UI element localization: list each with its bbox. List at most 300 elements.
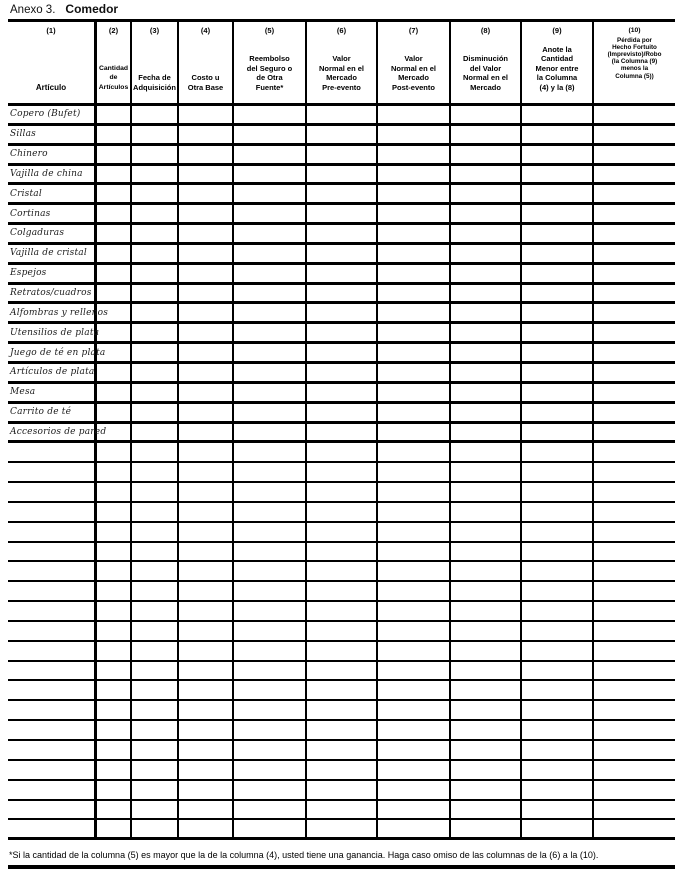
entry-cell [179, 324, 234, 341]
item-label: Copero (Bufet) [10, 109, 81, 120]
entry-cell [132, 681, 179, 699]
entry-cell [234, 185, 307, 202]
entry-cell [179, 503, 234, 521]
blank-row [8, 503, 675, 523]
entry-cell [234, 741, 307, 759]
entry-cell [234, 681, 307, 699]
entry-cell [307, 483, 378, 501]
item-row [8, 245, 675, 265]
entry-cell [594, 662, 675, 680]
entry-cell [594, 443, 675, 461]
item-row [8, 344, 675, 364]
entry-cell [234, 424, 307, 441]
item-cell [8, 602, 97, 620]
column-label-line: Fecha de [138, 73, 171, 82]
entry-cell [522, 820, 594, 837]
item-row [8, 324, 675, 344]
entry-cell [522, 245, 594, 262]
entry-cell [378, 562, 451, 580]
blank-row [8, 582, 675, 602]
entry-cell [179, 304, 234, 321]
entry-cell [594, 384, 675, 401]
entry-cell [594, 741, 675, 759]
entry-cell [97, 622, 132, 640]
entry-cell [522, 424, 594, 441]
entry-cell [594, 364, 675, 381]
blank-row [8, 781, 675, 801]
entry-cell [451, 622, 522, 640]
entry-cell [179, 562, 234, 580]
entry-cell [451, 642, 522, 660]
entry-cell [451, 344, 522, 361]
column-label-line: del Seguro o [246, 63, 293, 73]
entry-cell [451, 483, 522, 501]
entry-cell [594, 304, 675, 321]
entry-cell [451, 424, 522, 441]
entry-cell [522, 483, 594, 501]
entry-cell [522, 781, 594, 799]
entry-cell [522, 185, 594, 202]
entry-cell [522, 602, 594, 620]
entry-cell [179, 543, 234, 561]
entry-cell [378, 642, 451, 660]
entry-cell [307, 265, 378, 282]
item-label: Mesa [10, 387, 36, 398]
entry-cell [594, 166, 675, 183]
entry-cell [594, 523, 675, 541]
entry-cell [97, 344, 132, 361]
item-cell [8, 146, 97, 163]
entry-cell [132, 265, 179, 282]
entry-cell [378, 205, 451, 222]
entry-cell [451, 781, 522, 799]
entry-cell [234, 642, 307, 660]
table-body [8, 106, 675, 840]
entry-cell [179, 662, 234, 680]
column-label [523, 45, 591, 93]
entry-cell [378, 523, 451, 541]
item-row [8, 424, 675, 444]
entry-cell [307, 820, 378, 837]
entry-cell [132, 146, 179, 163]
entry-cell [307, 245, 378, 262]
entry-cell [179, 384, 234, 401]
item-cell [8, 463, 97, 481]
entry-cell [307, 503, 378, 521]
entry-cell [378, 106, 451, 123]
column-label-line: Columna (5)) [615, 72, 654, 80]
entry-cell [234, 543, 307, 561]
entry-cell [307, 344, 378, 361]
item-row [8, 185, 675, 205]
entry-cell [132, 106, 179, 123]
entry-cell [451, 364, 522, 381]
entry-cell [97, 185, 132, 202]
column-label-line: Costo u [191, 73, 220, 82]
entry-cell [97, 662, 132, 680]
column-header-9 [522, 22, 594, 103]
entry-cell [594, 245, 675, 262]
entry-cell [179, 761, 234, 779]
entry-cell [307, 781, 378, 799]
entry-cell [234, 265, 307, 282]
column-header-1 [8, 22, 97, 103]
column-label [452, 54, 519, 92]
entry-cell [307, 285, 378, 302]
item-label: Colgaduras [10, 228, 65, 239]
entry-cell [132, 166, 179, 183]
column-header-6 [307, 22, 378, 103]
entry-cell [234, 126, 307, 143]
entry-cell [307, 205, 378, 222]
entry-cell [451, 285, 522, 302]
column-number: (4) [200, 26, 211, 35]
entry-cell [594, 225, 675, 242]
entry-cell [451, 543, 522, 561]
entry-cell [132, 384, 179, 401]
column-label-line: Mercado [470, 82, 501, 92]
entry-cell [132, 622, 179, 640]
column-label-line: Fuente* [255, 82, 284, 92]
column-label-line: Cantidad [540, 54, 574, 63]
entry-cell [132, 126, 179, 143]
entry-cell [307, 146, 378, 163]
entry-cell [132, 701, 179, 719]
column-header-2 [97, 22, 132, 103]
entry-cell [307, 662, 378, 680]
entry-cell [179, 681, 234, 699]
column-label-line: de [109, 74, 118, 82]
entry-cell [594, 185, 675, 202]
entry-cell [132, 602, 179, 620]
entry-cell [522, 225, 594, 242]
item-row [8, 106, 675, 126]
blank-row [8, 622, 675, 642]
entry-cell [378, 741, 451, 759]
entry-cell [234, 384, 307, 401]
entry-cell [179, 404, 234, 421]
entry-cell [451, 146, 522, 163]
column-label-line: de Otra [256, 73, 283, 82]
entry-cell [97, 265, 132, 282]
column-label-line: (la Columna (9) [611, 58, 658, 66]
item-cell [8, 225, 97, 242]
entry-cell [378, 404, 451, 421]
entry-cell [522, 681, 594, 699]
entry-cell [234, 781, 307, 799]
entry-cell [179, 701, 234, 719]
column-label-line: Normal en el [462, 73, 508, 82]
column-number: (7) [408, 26, 419, 35]
entry-cell [451, 820, 522, 837]
entry-cell [307, 582, 378, 600]
column-label [133, 73, 176, 92]
entry-cell [594, 404, 675, 421]
column-header-10 [594, 22, 675, 103]
item-row [8, 126, 675, 146]
entry-cell [179, 364, 234, 381]
entry-cell [307, 602, 378, 620]
column-label [308, 54, 375, 92]
entry-cell [97, 424, 132, 441]
entry-cell [451, 324, 522, 341]
entry-cell [132, 185, 179, 202]
column-header-7 [378, 22, 451, 103]
entry-cell [132, 225, 179, 242]
column-label [98, 64, 129, 92]
entry-cell [132, 304, 179, 321]
blank-row [8, 443, 675, 463]
blank-row [8, 662, 675, 682]
entry-cell [594, 463, 675, 481]
entry-cell [234, 304, 307, 321]
entry-cell [132, 562, 179, 580]
entry-cell [451, 384, 522, 401]
entry-cell [97, 543, 132, 561]
annex-number: Anexo 3. [10, 4, 56, 16]
entry-cell [132, 820, 179, 837]
item-row [8, 205, 675, 225]
entry-cell [522, 404, 594, 421]
entry-cell [179, 265, 234, 282]
column-label-line: Post-evento [392, 82, 435, 92]
entry-cell [97, 602, 132, 620]
entry-cell [234, 364, 307, 381]
entry-cell [97, 205, 132, 222]
entry-cell [234, 701, 307, 719]
entry-cell [97, 701, 132, 719]
entry-cell [378, 285, 451, 302]
entry-cell [234, 225, 307, 242]
entry-cell [594, 781, 675, 799]
item-label: Artículos de plata [10, 367, 95, 378]
entry-cell [97, 304, 132, 321]
entry-cell [451, 662, 522, 680]
column-label-line: Anote la [542, 44, 572, 54]
entry-cell [378, 424, 451, 441]
item-cell [8, 642, 97, 660]
entry-cell [179, 602, 234, 620]
item-cell [8, 106, 97, 123]
item-label: Espejos [10, 268, 47, 279]
entry-cell [234, 582, 307, 600]
item-cell [8, 424, 107, 441]
entry-cell [97, 801, 132, 819]
item-label: Carrito de té [10, 407, 72, 418]
entry-cell [234, 245, 307, 262]
item-cell [8, 582, 97, 600]
entry-cell [594, 503, 675, 521]
entry-cell [378, 781, 451, 799]
entry-cell [307, 424, 378, 441]
entry-cell [451, 562, 522, 580]
entry-cell [451, 106, 522, 123]
item-row [8, 404, 675, 424]
column-label-line: (Imprevisto)/Robo [607, 50, 662, 58]
entry-cell [378, 701, 451, 719]
entry-cell [132, 285, 179, 302]
entry-cell [594, 205, 675, 222]
entry-cell [97, 225, 132, 242]
entry-cell [522, 701, 594, 719]
blank-row [8, 801, 675, 821]
entry-cell [378, 662, 451, 680]
item-cell [8, 344, 106, 361]
entry-cell [522, 642, 594, 660]
entry-cell [234, 801, 307, 819]
blank-row [8, 543, 675, 563]
blank-row [8, 523, 675, 543]
column-label-line: Artículos [98, 83, 129, 91]
entry-cell [179, 205, 234, 222]
item-cell [8, 721, 97, 739]
entry-cell [451, 721, 522, 739]
entry-cell [378, 166, 451, 183]
entry-cell [179, 225, 234, 242]
entry-cell [97, 741, 132, 759]
entry-cell [234, 205, 307, 222]
column-label-line: Menor entre [535, 63, 579, 73]
column-label [9, 83, 93, 93]
entry-cell [97, 463, 132, 481]
entry-cell [451, 681, 522, 699]
entry-cell [132, 781, 179, 799]
entry-cell [594, 721, 675, 739]
entry-cell [522, 503, 594, 521]
blank-row [8, 761, 675, 781]
entry-cell [522, 801, 594, 819]
entry-cell [179, 801, 234, 819]
entry-cell [522, 761, 594, 779]
entry-cell [594, 820, 675, 837]
entry-cell [451, 602, 522, 620]
item-cell [8, 523, 97, 541]
entry-cell [451, 801, 522, 819]
column-label-line: Adquisición [133, 82, 176, 92]
entry-cell [378, 324, 451, 341]
entry-cell [234, 463, 307, 481]
entry-cell [132, 741, 179, 759]
entry-cell [132, 801, 179, 819]
entry-cell [179, 820, 234, 837]
blank-row [8, 741, 675, 761]
blank-row [8, 820, 675, 840]
entry-cell [378, 602, 451, 620]
entry-cell [522, 146, 594, 163]
entry-cell [451, 205, 522, 222]
entry-cell [132, 424, 179, 441]
entry-cell [132, 463, 179, 481]
entry-cell [132, 761, 179, 779]
column-header-3 [132, 22, 179, 103]
item-cell [8, 304, 109, 321]
column-label-line: Otra Base [187, 82, 224, 92]
entry-cell [234, 483, 307, 501]
bottom-rule [8, 865, 675, 869]
entry-cell [97, 146, 132, 163]
table-header-row [8, 22, 675, 106]
item-cell [8, 503, 97, 521]
entry-cell [522, 166, 594, 183]
entry-cell [97, 523, 132, 541]
column-label [595, 37, 674, 80]
entry-cell [97, 285, 132, 302]
entry-cell [179, 721, 234, 739]
entry-cell [307, 324, 378, 341]
item-row [8, 285, 675, 305]
item-label: Cristal [10, 188, 42, 199]
entry-cell [132, 443, 179, 461]
entry-cell [522, 285, 594, 302]
entry-cell [378, 761, 451, 779]
entry-cell [234, 503, 307, 521]
entry-cell [522, 543, 594, 561]
item-row [8, 265, 675, 285]
item-cell [8, 285, 97, 302]
entry-cell [522, 126, 594, 143]
entry-cell [179, 463, 234, 481]
item-label: Vajilla de china [10, 168, 83, 179]
entry-cell [522, 662, 594, 680]
entry-cell [594, 543, 675, 561]
entry-cell [132, 721, 179, 739]
entry-cell [378, 245, 451, 262]
entry-cell [522, 622, 594, 640]
column-label-line: Artículo [35, 82, 67, 92]
item-cell [8, 741, 97, 759]
entry-cell [594, 265, 675, 282]
entry-cell [132, 344, 179, 361]
item-cell [8, 562, 97, 580]
entry-cell [451, 126, 522, 143]
entry-cell [234, 662, 307, 680]
entry-cell [132, 582, 179, 600]
entry-cell [594, 483, 675, 501]
blank-row [8, 463, 675, 483]
item-cell [8, 681, 97, 699]
entry-cell [451, 582, 522, 600]
item-cell [8, 543, 97, 561]
entry-cell [522, 463, 594, 481]
entry-cell [234, 443, 307, 461]
column-header-8 [451, 22, 522, 103]
entry-cell [234, 146, 307, 163]
item-label: Accesorios de pared [10, 426, 107, 437]
entry-cell [378, 483, 451, 501]
entry-cell [307, 761, 378, 779]
entry-cell [179, 741, 234, 759]
entry-cell [307, 721, 378, 739]
entry-cell [97, 761, 132, 779]
entry-cell [307, 384, 378, 401]
entry-cell [234, 721, 307, 739]
entry-cell [522, 265, 594, 282]
blank-row [8, 681, 675, 701]
item-row [8, 225, 675, 245]
entry-cell [307, 166, 378, 183]
entry-cell [307, 443, 378, 461]
entry-cell [179, 166, 234, 183]
entry-cell [451, 761, 522, 779]
entry-cell [97, 681, 132, 699]
entry-cell [132, 543, 179, 561]
column-label-line: Hecho Fortuito [612, 43, 657, 51]
item-cell [8, 622, 97, 640]
entry-cell [307, 364, 378, 381]
column-header-4 [179, 22, 234, 103]
entry-cell [451, 245, 522, 262]
item-row [8, 384, 675, 404]
